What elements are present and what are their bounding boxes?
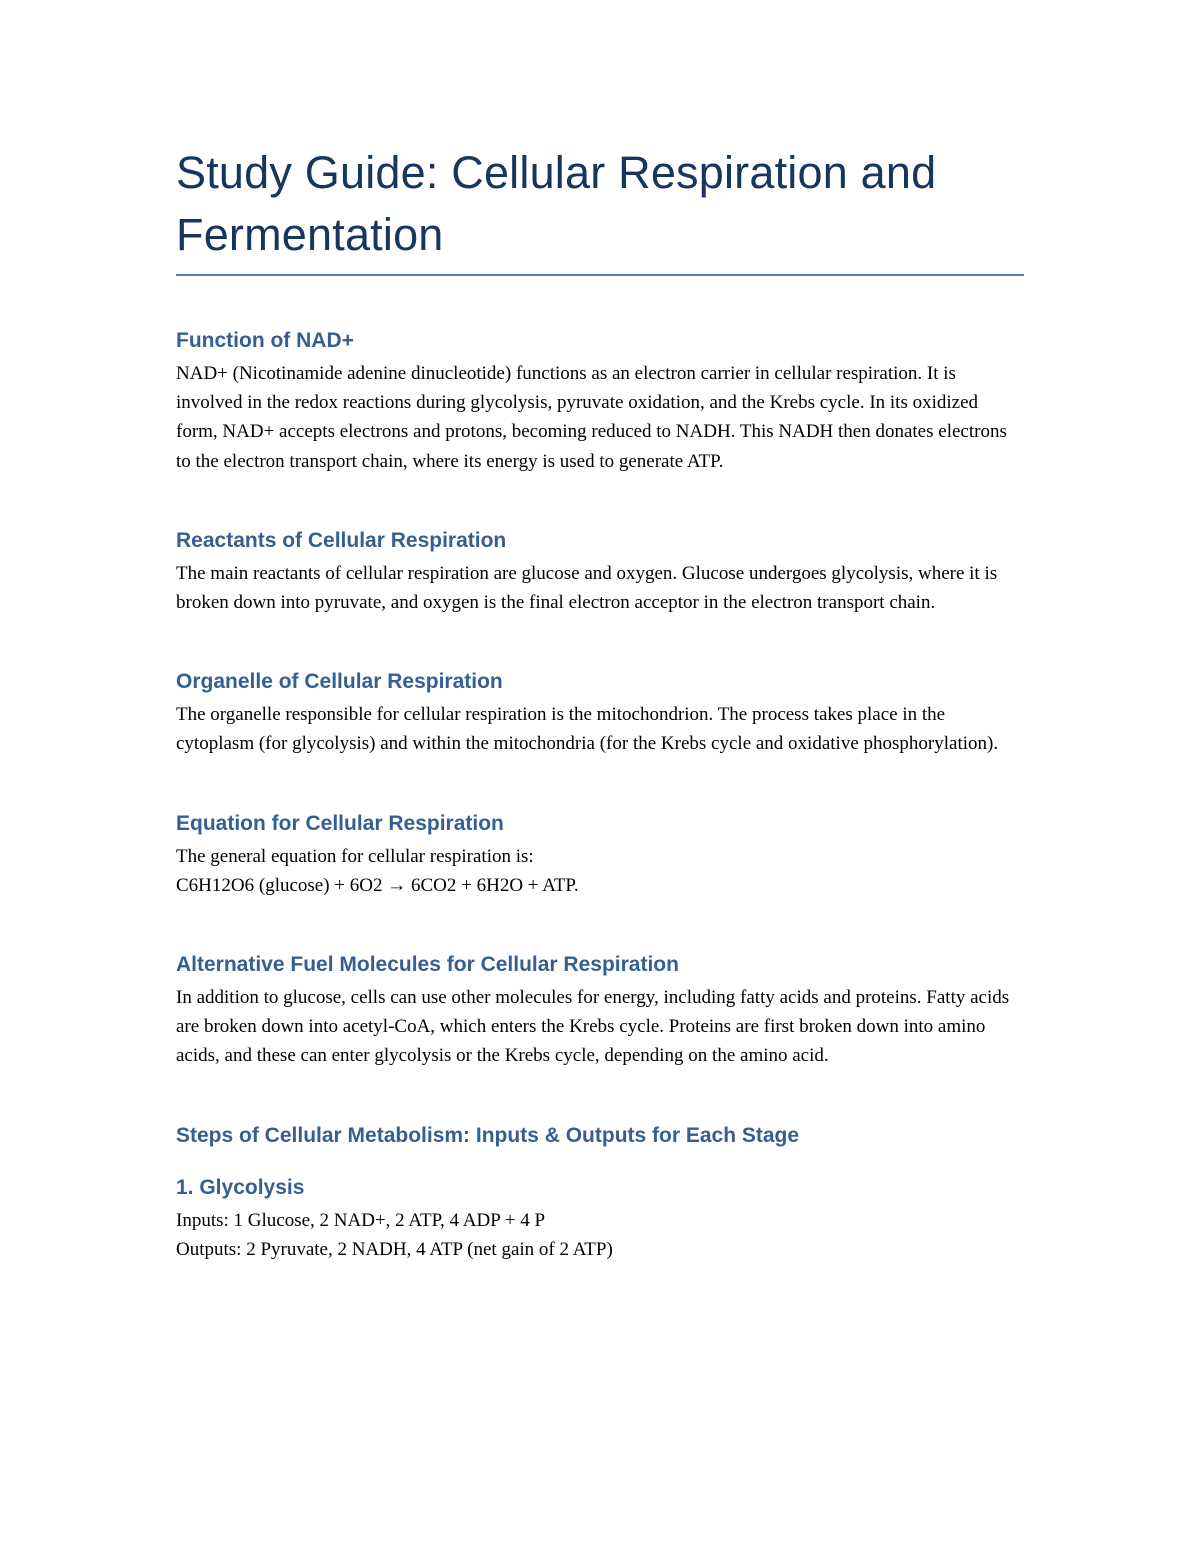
section-heading: Equation for Cellular Respiration: [176, 811, 504, 835]
section-paragraph: [176, 842, 1024, 900]
section-reactants: [176, 527, 1024, 617]
equation-line: C6H12O6 (glucose) + 6O2 → 6CO2 + 6H2O + ATP.: [176, 874, 579, 896]
section-function-of-nad: [176, 327, 1024, 476]
section-heading: Reactants of Cellular Respiration: [176, 528, 507, 552]
section-paragraph: [176, 1206, 1024, 1264]
section-paragraph: The main reactants of cellular respiration are glucose and oxygen. Glucose undergoes glycolysis, where it is broken down into pyruvate, and oxygen is the final electron acceptor in the electron transport chain.: [176, 562, 998, 614]
title-underline: [176, 274, 1024, 276]
section-heading: Alternative Fuel Molecules for Cellular Respiration: [176, 953, 679, 977]
section-paragraph: The organelle responsible for cellular respiration is the mitochondrion. The process takes place in the cytoplasm (for glycolysis) and within the mitochondria (for the Krebs cycle and oxidative phosphorylation).: [176, 704, 999, 755]
section-glycolysis: [176, 1174, 1024, 1264]
document-title: Study Guide: Cellular Respiration and Fermentation: [176, 147, 937, 260]
section-paragraph: In addition to glucose, cells can use other molecules for energy, including fatty acids and proteins. Fatty acids are broken down into acetyl-CoA, which enters the Krebs cycle. Proteins are first broken down into amino acids, and these can enter glycolysis or the Krebs cycle, depending on the amino acid.: [176, 987, 1010, 1067]
section-organelle: [176, 668, 1024, 758]
section-steps-of-metabolism: [176, 1122, 1024, 1150]
document-content: [176, 142, 1024, 1264]
section-heading: Function of NAD+: [176, 329, 354, 352]
subsection-heading: 1. Glycolysis: [176, 1175, 305, 1199]
section-heading: Organelle of Cellular Respiration: [176, 670, 503, 694]
inputs-line: Inputs: 1 Glucose, 2 NAD+, 2 ATP, 4 ADP + 4 P: [176, 1209, 546, 1231]
equation-intro-line: The general equation for cellular respiration is:: [176, 845, 534, 867]
section-alternative-fuels: [176, 951, 1024, 1071]
outputs-line: Outputs: 2 Pyruvate, 2 NADH, 4 ATP (net gain of 2 ATP): [176, 1238, 613, 1260]
section-equation: [176, 810, 1024, 900]
section-heading: Steps of Cellular Metabolism: Inputs & Outputs for Each Stage: [176, 1123, 800, 1147]
section-paragraph: NAD+ (Nicotinamide adenine dinucleotide) functions as an electron carrier in cellular respiration. It is involved in the redox reactions during glycolysis, pyruvate oxidation, and the Krebs cycle. In its oxidized form, NAD+ accepts electrons and protons, becoming reduced to NADH. This NADH then donates electrons to the electron transport chain, where its energy is used to generate ATP.: [176, 363, 1007, 472]
